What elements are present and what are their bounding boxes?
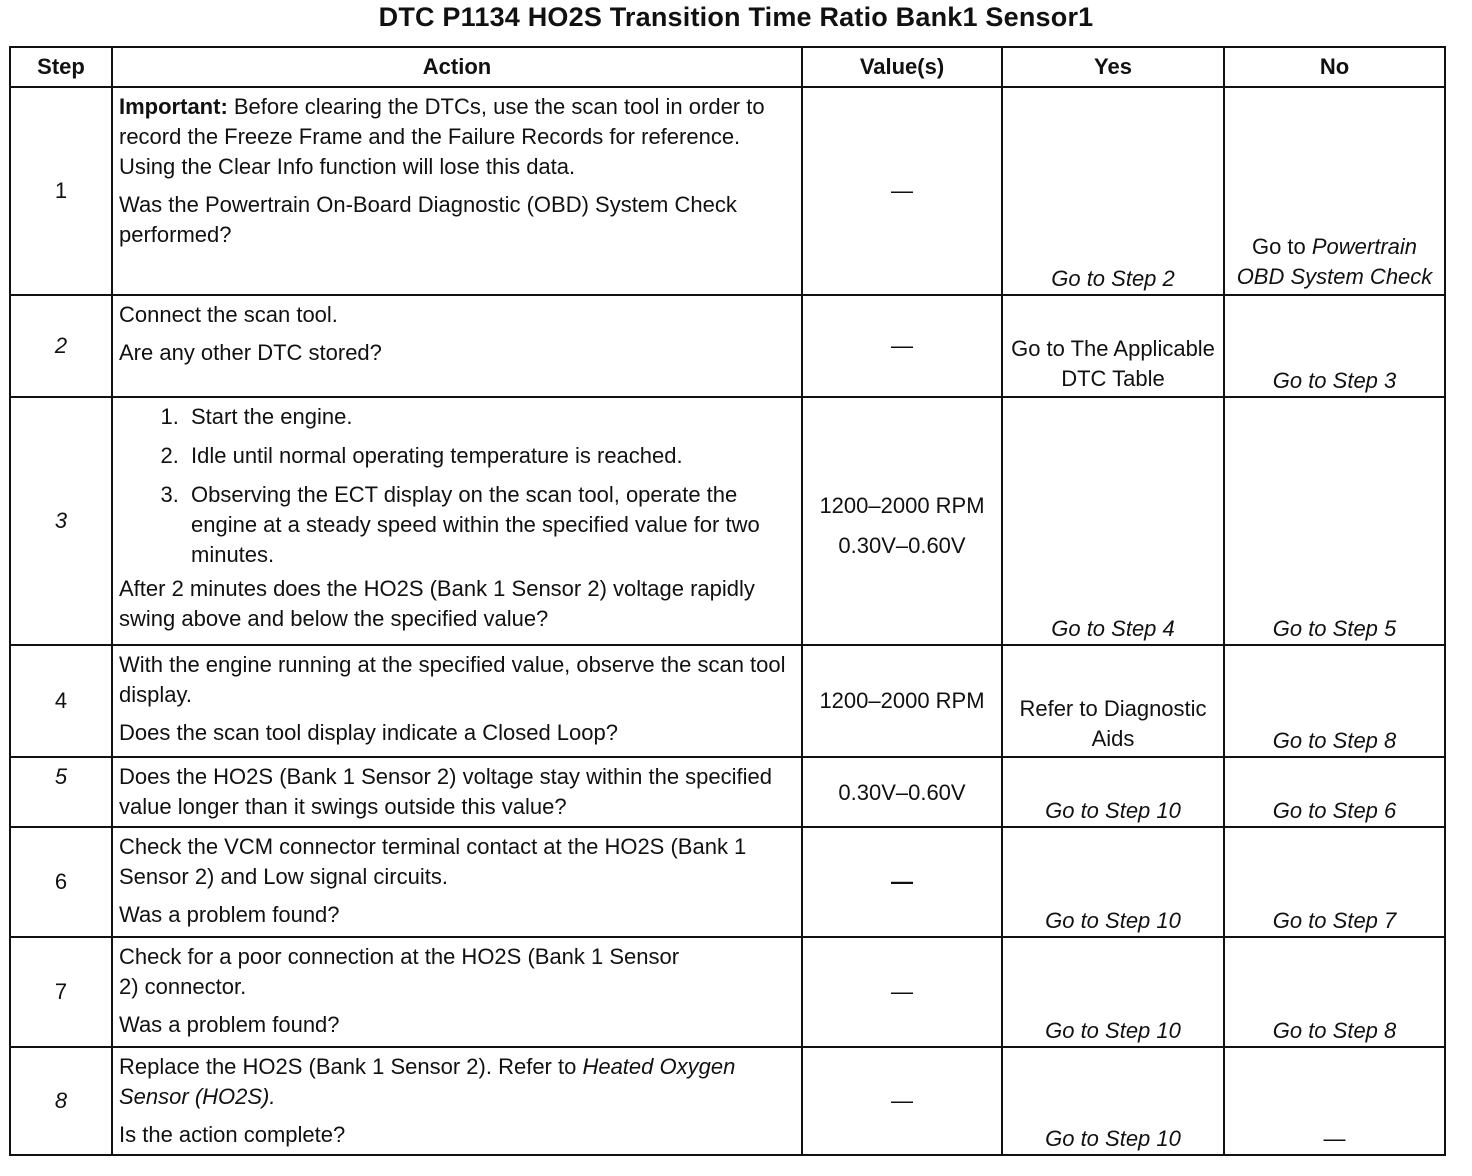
action-question: Was a problem found? bbox=[119, 1012, 340, 1037]
action-text: Replace the HO2S (Bank 1 Sensor 2). Refer to Heated Oxygen Sensor (HO2S). bbox=[119, 1054, 736, 1109]
table-row bbox=[10, 87, 1445, 295]
action-cell bbox=[112, 827, 802, 937]
page-title: DTC P1134 HO2S Transition Time Ratio Bank1 Sensor1 bbox=[378, 2, 1094, 32]
no-cell[interactable]: Go to Step 8 bbox=[1224, 645, 1445, 757]
no-cell[interactable]: Go to Step 3 bbox=[1224, 295, 1445, 397]
action-text: Check the VCM connector terminal contact at the HO2S (Bank 1 Sensor 2) and Low signal circuits. bbox=[119, 834, 747, 889]
action-text: With the engine running at the specified value, observe the scan tool display. bbox=[119, 652, 786, 707]
list-item: 3. Observing the ECT display on the scan tool, operate the engine at a steady speed within the specified value for two minutes. bbox=[185, 480, 795, 570]
header-yes: Yes bbox=[1002, 47, 1224, 87]
table-row bbox=[10, 937, 1445, 1047]
yes-cell[interactable]: Go to The Applicable DTC Table bbox=[1002, 295, 1224, 397]
action-question: Are any other DTC stored? bbox=[119, 340, 382, 365]
yes-cell[interactable]: Go to Step 10 bbox=[1002, 827, 1224, 937]
step-number: 2 bbox=[10, 295, 112, 397]
step-number: 6 bbox=[10, 827, 112, 937]
value-voltage: 0.30V–0.60V bbox=[838, 533, 966, 558]
action-question: Does the scan tool display indicate a Closed Loop? bbox=[119, 720, 618, 745]
action-text: Check for a poor connection at the HO2S (Bank 1 Sensor 2) connector. bbox=[119, 944, 680, 999]
value-rpm: 1200–2000 RPM bbox=[819, 493, 985, 518]
diagnostic-table bbox=[9, 46, 1446, 1156]
no-cell[interactable]: Go to Step 6 bbox=[1224, 757, 1445, 827]
step-number: 1 bbox=[10, 87, 112, 295]
list-item: 2. Idle until normal operating temperature is reached. bbox=[185, 441, 795, 471]
action-cell bbox=[112, 87, 802, 295]
yes-cell[interactable]: Go to Step 10 bbox=[1002, 937, 1224, 1047]
yes-cell[interactable]: Go to Step 10 bbox=[1002, 1047, 1224, 1155]
list-item: 1. Start the engine. bbox=[185, 402, 795, 432]
action-question: Was the Powertrain On-Board Diagnostic (OBD) System Check performed? bbox=[119, 192, 737, 247]
table-row bbox=[10, 295, 1445, 397]
action-cell bbox=[112, 397, 802, 645]
no-cell: — bbox=[1224, 1047, 1445, 1155]
value-cell: — bbox=[802, 937, 1002, 1047]
table-row bbox=[10, 1047, 1445, 1155]
action-question: After 2 minutes does the HO2S (Bank 1 Sensor 2) voltage rapidly swing above and below the specified value? bbox=[119, 576, 755, 631]
yes-cell[interactable]: Go to Step 2 bbox=[1002, 87, 1224, 295]
value-cell: 0.30V–0.60V bbox=[802, 757, 1002, 827]
action-question: Does the HO2S (Bank 1 Sensor 2) voltage stay within the specified value longer than it swings outside this value? bbox=[112, 757, 802, 827]
value-cell: — bbox=[802, 87, 1002, 295]
no-link[interactable]: Powertrain OBD System Check bbox=[1236, 234, 1433, 289]
table-row bbox=[10, 827, 1445, 937]
header-action: Action bbox=[112, 47, 802, 87]
value-cell: — bbox=[802, 1047, 1002, 1155]
value-cell: 1200–2000 RPM bbox=[802, 645, 1002, 757]
action-question: Is the action complete? bbox=[119, 1122, 346, 1147]
no-prefix: Go to bbox=[1251, 234, 1312, 259]
action-cell bbox=[112, 1047, 802, 1155]
action-cell bbox=[112, 295, 802, 397]
step-number: 4 bbox=[10, 645, 112, 757]
step-number: 7 bbox=[10, 937, 112, 1047]
no-cell[interactable]: Go to Step 7 bbox=[1224, 827, 1445, 937]
header-no: No bbox=[1224, 47, 1445, 87]
yes-cell[interactable]: Refer to Diagnostic Aids bbox=[1002, 645, 1224, 757]
step-number: 5 bbox=[10, 757, 112, 827]
action-cell bbox=[112, 645, 802, 757]
action-steps-list bbox=[119, 402, 795, 570]
table-row bbox=[10, 397, 1445, 645]
no-cell[interactable]: Go to Step 5 bbox=[1224, 397, 1445, 645]
value-cell: — bbox=[802, 295, 1002, 397]
yes-cell[interactable]: Go to Step 10 bbox=[1002, 757, 1224, 827]
action-text: Before clearing the DTCs, use the scan tool in order to record the Freeze Frame and the Failure Records for reference. Using the Clear Info function will lose this data. bbox=[119, 94, 765, 179]
no-cell[interactable] bbox=[1224, 87, 1445, 295]
action-text: Connect the scan tool. bbox=[119, 302, 338, 327]
action-link[interactable]: Heated Oxygen Sensor (HO2S). bbox=[119, 1054, 736, 1109]
table-header-row bbox=[10, 47, 1445, 87]
header-values: Value(s) bbox=[802, 47, 1002, 87]
action-cell bbox=[112, 937, 802, 1047]
step-number: 3 bbox=[10, 397, 112, 645]
value-cell bbox=[802, 397, 1002, 645]
header-step: Step bbox=[10, 47, 112, 87]
yes-cell[interactable]: Go to Step 4 bbox=[1002, 397, 1224, 645]
table-row bbox=[10, 757, 1445, 827]
value-cell: — bbox=[802, 827, 1002, 937]
step-number: 8 bbox=[10, 1047, 112, 1155]
table-row bbox=[10, 645, 1445, 757]
action-question: Was a problem found? bbox=[119, 902, 340, 927]
no-cell[interactable]: Go to Step 8 bbox=[1224, 937, 1445, 1047]
important-label: Important: bbox=[119, 94, 228, 119]
